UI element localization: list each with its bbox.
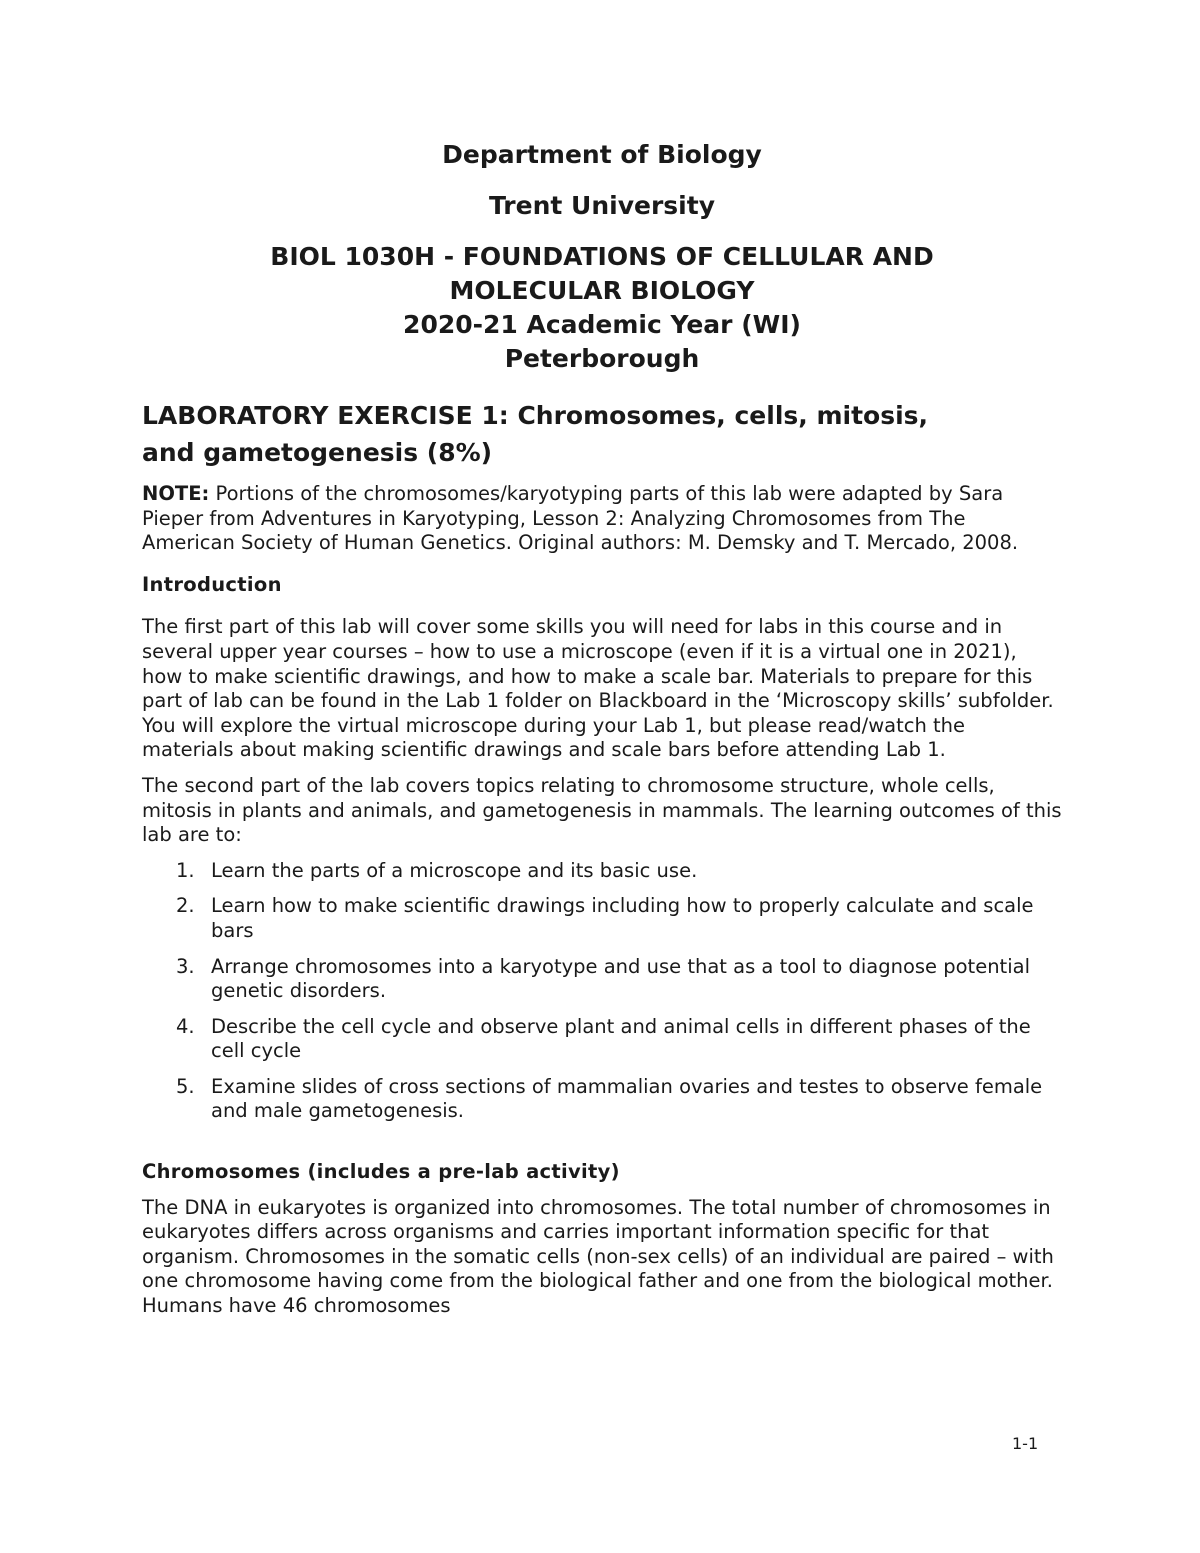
introduction-paragraph-1: The first part of this lab will cover some skills you will need for labs in this course and in several upper year courses – how to use a microscope (even if it is a virtual one in 2021), how to make scientific drawings, and how to make a scale bar. Materials to prepare for this part of lab can be found in the Lab 1 folder on Blackboard in the ‘Microscopy skills’ subfolder. You will explore the virtual microscope during your Lab 1, but please read/watch the materials about making scientific drawings and scale bars before attending Lab 1.	[142, 615, 1054, 762]
campus: Peterborough	[504, 344, 700, 373]
course-title-line2: MOLECULAR BIOLOGY	[449, 276, 755, 305]
note-label: NOTE:	[142, 482, 210, 505]
list-item	[142, 1015, 1062, 1064]
list-item-text: Learn how to make scientific drawings including how to properly calculate and scale bars	[211, 894, 1034, 942]
page-content	[142, 138, 1062, 1319]
chromosomes-heading: Chromosomes (includes a pre-lab activity)	[142, 1160, 620, 1184]
introduction-paragraph-2: The second part of the lab covers topics relating to chromosome structure, whole cells, mitosis in plants and animals, and gametogenesis in mammals. The learning outcomes of this lab are to:	[142, 773, 1062, 847]
learning-outcomes-list	[142, 859, 1062, 1124]
note-text: Portions of the chromosomes/karyotyping parts of this lab were adapted by Sara Pieper from Adventures in Karyotyping, Lesson 2: Analyzing Chromosomes from The American Society of Human Genetics. Original authors: M. Demsky and T. Mercado, 2008.	[142, 482, 1019, 555]
university-title: Trent University	[489, 191, 715, 220]
note-paragraph	[142, 482, 1062, 556]
list-item-text: Describe the cell cycle and observe plant and animal cells in different phases of the cell cycle	[211, 1014, 1031, 1063]
list-item-number: 5.	[176, 1074, 195, 1098]
chromosomes-paragraph-1: The DNA in eukaryotes is organized into chromosomes. The total number of chromosomes in eukaryotes differs across organisms and carries important information specific for that organism. Chromosomes in the somatic cells (non-sex cells) of an individual are paired – with one chromosome having come from the biological father and one from the biological mother. Humans have 46 chromosomes	[142, 1195, 1054, 1318]
lab-heading-line1: LABORATORY EXERCISE 1: Chromosomes, cells, mitosis,	[142, 401, 929, 430]
lab-heading	[142, 397, 1062, 471]
list-item-number: 2.	[176, 894, 195, 918]
list-item-text: Examine slides of cross sections of mammalian ovaries and testes to observe female and male gametogenesis.	[211, 1074, 1043, 1123]
list-item	[142, 1075, 1062, 1124]
introduction-heading: Introduction	[142, 572, 282, 596]
list-item	[142, 894, 1062, 943]
page-number: 1-1	[1012, 1434, 1039, 1453]
list-item-text: Learn the parts of a microscope and its basic use.	[211, 858, 698, 882]
list-item-number: 1.	[176, 858, 195, 882]
list-item-number: 3.	[176, 954, 195, 978]
title-block	[142, 138, 1062, 376]
list-item	[142, 955, 1062, 1004]
list-item	[142, 859, 1062, 884]
list-item-number: 4.	[176, 1014, 195, 1038]
academic-year: 2020-21 Academic Year (WI)	[403, 310, 801, 339]
department-title: Department of Biology	[442, 140, 762, 169]
course-title-line1: BIOL 1030H - FOUNDATIONS OF CELLULAR AND	[270, 242, 934, 271]
list-item-text: Arrange chromosomes into a karyotype and use that as a tool to diagnose potential genetic disorders.	[211, 954, 1030, 1003]
lab-heading-line2: and gametogenesis (8%)	[142, 438, 493, 467]
